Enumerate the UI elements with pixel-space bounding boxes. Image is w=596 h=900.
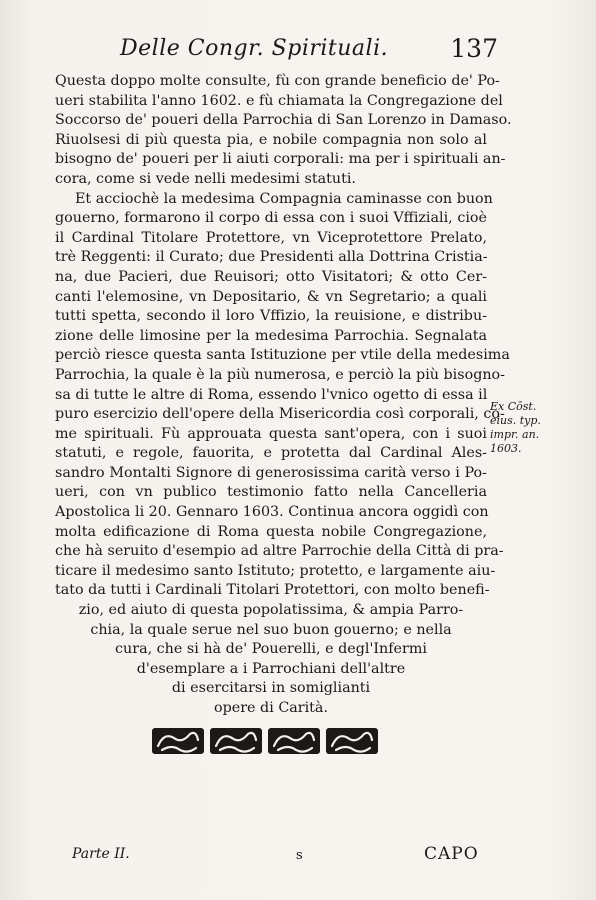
margin-note [490,400,552,456]
page-header [120,34,500,68]
text-line: d'esemplare a i Parrochiani dell'altre [136,660,406,677]
signature-mark: s [296,848,303,863]
text-line: di esercitarsi in somiglianti [171,680,371,697]
page-number: 137 [450,34,498,63]
text-line: ticare il medesimo santo Istituto; protetto, e largamente aiu- [55,562,496,579]
text-line: na, due Pacieri, due Reuisori; otto Visitatori; & otto Cer- [55,268,487,285]
paragraph-1 [55,72,512,190]
text-line: opere di Carità. [213,700,328,716]
text-line: ueri, con vn publico testimonio fatto nella Cancelleria [55,484,487,501]
text-line: Soccorso de' poueri della Parrochia di San Lorenzo in Damaso. [55,112,512,129]
text-line: Riuolsesi di più questa pia, e nobile compagnia non solo al [55,131,487,148]
text-line: sandro Montalti Signore di generosissima carità verso i Po- [55,464,487,481]
text-line: Parrochia, la quale è la più numerosa, e perciò la più bisogno- [55,366,505,383]
text-line: zio, ed aiuto di questa popolatissima, & ampia Parro- [78,602,464,619]
text-line: Questa doppo molte consulte, fù con grande beneficio de' Po- [55,73,500,89]
margin-note-line: Ex Cōst. [490,400,537,413]
margin-note-line: eius. typ. [490,414,541,427]
text-line: che hà seruito d'esempio ad altre Parrochie della Città di pra- [55,543,504,560]
page-footer [0,846,596,870]
printer-ornament-icon [152,724,380,758]
text-line: Apostolica li 20. Gennaro 1603. Continua ancora oggidì con [55,504,489,521]
paragraph-2 [55,190,510,719]
running-head: Delle Congr. Spirituali. [120,36,389,61]
text-line: cora, come si vede nelli medesimi statuti. [55,170,356,187]
text-line: ueri stabilita l'anno 1602. e fù chiamata la Congregazione del [55,92,503,109]
text-line: me spirituali. Fù approuata questa sant'opera, con i suoi [55,425,487,442]
text-line: perciò riesce questa santa Istituzione per vtile della medesima [55,347,510,364]
text-line: bisogno de' poueri per li aiuti corporali: ma per i spirituali an- [55,151,506,168]
text-line: trè Reggenti: il Curato; due Presidenti alla Dottrina Cristia- [55,249,488,266]
text-line: puro esercizio dell'opere della Misericordia così corporali, co- [55,406,505,423]
text-line: cura, che si hà de' Pouerelli, e degl'Infermi [115,641,427,658]
margin-note-line: 1603. [490,442,522,455]
text-line: tutti spetta, secondo il loro Vffizio, la reuisione, e distribu- [55,308,487,325]
text-line: molta edificazione di Roma questa nobile Congregazione, [55,523,487,540]
text-line: gouerno, formarono il corpo di essa con i suoi Vffiziali, cioè [55,210,487,227]
text-line: tato da tutti i Cardinali Titolari Protettori, con molto benefi- [55,582,490,599]
signature-label: Parte II. [72,846,130,862]
text-line: chia, la quale serue nel suo buon gouerno; e nella [90,621,452,638]
body-text [55,72,512,719]
text-line: zione delle limosine per la medesima Parrochia. Segnalata [55,327,487,344]
catchword: CAPO [424,844,479,864]
margin-note-line: impr. an. [490,428,540,441]
text-line: canti l'elemosine, vn Depositario, & vn Segretario; a quali [55,288,487,305]
text-line: il Cardinal Titolare Protettore, vn Viceprotettore Prelato, [55,229,487,246]
text-line: statuti, e regole, fauorita, e protetta dal Cardinal Ales- [55,445,487,462]
text-line: sa di tutte le altre di Roma, essendo l'vnico ogetto di essa il [55,386,488,403]
text-line: Et acciochè la medesima Compagnia caminasse con buon [75,190,493,207]
